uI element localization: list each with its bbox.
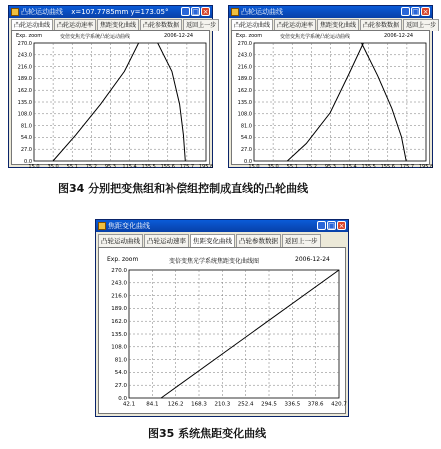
y-tick-label: 108.0 <box>17 111 32 118</box>
tab-1[interactable]: 凸轮运动速率 <box>144 234 189 248</box>
x-tick-label: 336.5 <box>284 401 301 408</box>
y-tick-label: 27.0 <box>240 147 252 153</box>
y-tick-label: 54.0 <box>114 370 127 377</box>
maximize-button[interactable]: □ <box>192 8 199 16</box>
window-title: 凸轮运动曲线 <box>21 8 63 16</box>
x-tick-label: 195.8 <box>418 164 434 170</box>
y-tick-label: 189.0 <box>237 76 252 83</box>
header-title: 变倍变焦光学系统凸轮运动曲线 <box>280 34 351 40</box>
x-tick-label: 175.7 <box>179 164 195 170</box>
window-title: 焦距变化曲线 <box>108 222 150 230</box>
y-tick-label: 189.0 <box>17 76 32 83</box>
cam-curve-chart <box>12 39 214 172</box>
x-tick-label: 195.8 <box>198 164 214 170</box>
y-tick-label: 243.0 <box>17 52 32 59</box>
app-icon <box>98 222 106 230</box>
app-icon <box>231 8 239 16</box>
tab-2[interactable]: 焦距变化曲线 <box>317 19 359 31</box>
app-icon <box>11 8 19 16</box>
y-tick-label: 108.0 <box>237 111 252 118</box>
x-tick-label: 95.3 <box>324 164 337 170</box>
plot-panel <box>98 247 346 414</box>
y-tick-label: 162.0 <box>17 88 32 94</box>
x-tick-label: 84.1 <box>146 401 159 408</box>
y-tick-label: 243.0 <box>111 280 127 287</box>
minimize-button[interactable]: _ <box>181 7 190 16</box>
tab-0[interactable]: 凸轮运动曲线 <box>231 19 273 31</box>
y-tick-label: 270.0 <box>237 40 252 47</box>
figure-caption-35: 图35 系统焦距变化曲线 <box>148 427 267 440</box>
title-bar <box>9 6 212 18</box>
minimize-button[interactable]: _ <box>317 221 326 230</box>
header-date: 2006-12-24 <box>164 33 194 39</box>
y-tick-label: 270.0 <box>111 267 127 274</box>
x-tick-label: 15.0 <box>248 164 260 170</box>
tab-1[interactable]: 凸轮运动速率 <box>274 19 316 31</box>
x-tick-label: 42.1 <box>122 401 136 408</box>
x-tick-label: 55.1 <box>286 164 298 170</box>
y-tick-label: 0.0 <box>24 158 32 165</box>
tab-0[interactable]: 凸轮运动曲线 <box>98 234 143 248</box>
minimize-button[interactable]: _ <box>401 7 410 16</box>
tab-4[interactable]: 返回上一步 <box>403 19 439 31</box>
header-date: 2006-12-24 <box>384 33 414 39</box>
x-tick-label: 175.7 <box>399 164 415 170</box>
focal-length-chart <box>99 266 347 416</box>
tab-2[interactable]: 焦距变化曲线 <box>190 234 235 248</box>
y-tick-label: 162.0 <box>237 88 252 94</box>
y-tick-label: 135.0 <box>237 99 252 106</box>
y-tick-label: 189.0 <box>111 306 127 313</box>
plot-panel <box>231 30 434 170</box>
tab-3[interactable]: 凸轮参数数据 <box>360 19 402 31</box>
x-tick-label: 168.3 <box>191 401 207 408</box>
x-tick-label: 15.0 <box>28 164 40 170</box>
tab-1[interactable]: 凸轮运动速率 <box>54 19 96 31</box>
y-tick-label: 27.0 <box>20 147 32 153</box>
x-tick-label: 115.4 <box>122 164 137 170</box>
y-tick-label: 135.0 <box>111 331 127 338</box>
plot-panel <box>11 30 214 170</box>
x-tick-label: 155.6 <box>160 164 175 170</box>
y-tick-label: 216.0 <box>237 64 252 71</box>
y-tick-label: 162.0 <box>111 319 127 325</box>
tab-bar <box>98 234 346 248</box>
focal-length-window <box>95 219 349 417</box>
y-tick-label: 243.0 <box>237 52 252 59</box>
window-title: 凸轮运动曲线 <box>241 8 283 16</box>
x-tick-label: 252.4 <box>237 401 254 408</box>
coordinate-readout: x=107.7785mm y=173.05° <box>71 8 169 16</box>
header-exp: Exp. zoom <box>16 33 43 39</box>
x-tick-label: 75.2 <box>85 164 97 170</box>
y-tick-label: 81.0 <box>20 123 32 130</box>
close-button[interactable]: × <box>422 8 429 16</box>
title-bar <box>96 220 348 232</box>
close-button[interactable]: × <box>202 8 209 16</box>
x-tick-label: 115.4 <box>342 164 357 170</box>
maximize-button[interactable]: □ <box>412 8 419 16</box>
y-tick-label: 135.0 <box>17 99 32 106</box>
y-tick-label: 0.0 <box>118 395 127 402</box>
y-tick-label: 108.0 <box>111 344 127 351</box>
x-tick-label: 294.5 <box>261 401 277 408</box>
x-tick-label: 35.0 <box>267 164 279 170</box>
cam-curve-window-right <box>228 5 437 170</box>
y-tick-label: 0.0 <box>244 158 252 165</box>
title-bar <box>229 6 432 18</box>
cam-curve-window-left <box>8 5 217 170</box>
maximize-button[interactable]: □ <box>328 222 335 230</box>
y-tick-label: 54.0 <box>240 135 252 142</box>
x-tick-label: 210.3 <box>214 401 231 408</box>
x-tick-label: 135.5 <box>361 164 376 170</box>
y-tick-label: 27.0 <box>114 383 127 389</box>
x-tick-label: 420.7 <box>331 401 347 408</box>
header-title: 变倍变焦光学系统凸轮运动曲线 <box>60 34 131 40</box>
tab-4[interactable]: 返回上一步 <box>183 19 219 31</box>
header-date: 2006-12-24 <box>295 256 330 263</box>
x-tick-label: 126.2 <box>167 401 184 408</box>
y-tick-label: 216.0 <box>17 64 32 71</box>
tab-3[interactable]: 凸轮参数数据 <box>236 234 281 248</box>
header-exp: Exp. zoom <box>236 33 263 39</box>
tab-4[interactable]: 返回上一步 <box>282 234 321 248</box>
y-tick-label: 81.0 <box>114 357 127 364</box>
x-tick-label: 55.1 <box>66 164 78 170</box>
y-tick-label: 270.0 <box>17 40 32 47</box>
x-tick-label: 35.0 <box>47 164 59 170</box>
y-tick-label: 216.0 <box>111 293 127 300</box>
x-tick-label: 95.3 <box>104 164 117 170</box>
header-exp: Exp. zoom <box>107 256 139 263</box>
x-tick-label: 155.6 <box>380 164 395 170</box>
tab-3[interactable]: 凸轮参数数据 <box>140 19 182 31</box>
header-title: 变倍变焦光学系统焦距变化曲线图 <box>169 258 260 265</box>
close-button[interactable]: × <box>338 222 345 230</box>
y-tick-label: 54.0 <box>20 135 32 142</box>
tab-2[interactable]: 焦距变化曲线 <box>97 19 139 31</box>
x-tick-label: 135.5 <box>141 164 156 170</box>
x-tick-label: 378.6 <box>307 401 324 408</box>
x-tick-label: 75.2 <box>305 164 317 170</box>
cam-curve-chart <box>232 39 434 172</box>
tab-0[interactable]: 凸轮运动曲线 <box>11 19 53 31</box>
y-tick-label: 81.0 <box>240 123 252 130</box>
figure-caption-34: 图34 分别把变焦组和补偿组控制成直线的凸轮曲线 <box>58 182 309 195</box>
